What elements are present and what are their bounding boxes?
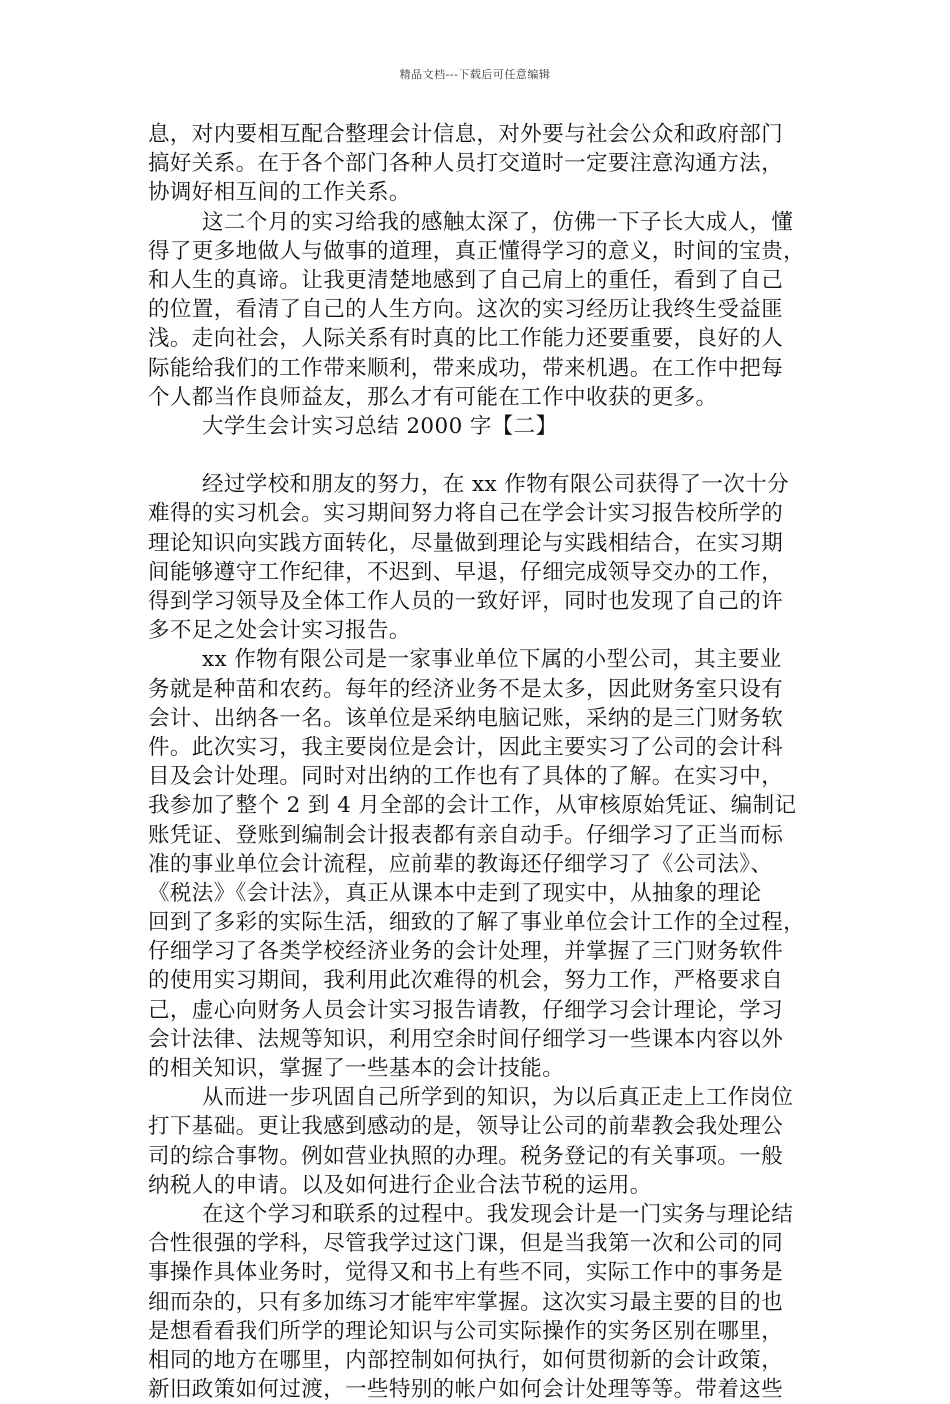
text-line: 在这个学习和联系的过程中。我发现会计是一门实务与理论结	[202, 1201, 794, 1227]
text-line: xx 作物有限公司是一家事业单位下属的小型公司，其主要业	[202, 647, 782, 673]
text-line: 纳税人的申请。以及如何进行企业合法节税的运用。	[148, 1172, 652, 1198]
text-line: 新旧政策如何过渡，一些特别的帐户如何会计处理等等。带着这些	[148, 1377, 784, 1403]
text-line: 打下基础。更让我感到感动的是，领导让公司的前辈教会我处理公	[148, 1114, 784, 1140]
text-line: 细而杂的，只有多加练习才能牢牢掌握。这次实习最主要的目的也	[148, 1289, 784, 1315]
text-line: 协调好相互间的工作关系。	[148, 180, 411, 206]
text-line: 经过学校和朋友的努力，在 xx 作物有限公司获得了一次十分	[202, 472, 790, 498]
text-line: 从而进一步巩固自己所学到的知识，为以后真正走上工作岗位	[202, 1085, 794, 1111]
text-line: 准的事业单位会计流程，应前辈的教诲还仔细学习了《公司法》、	[148, 851, 773, 877]
text-line: 我参加了整个 2 到 4 月全部的会计工作，从审核原始凭证、编制记	[148, 793, 797, 819]
text-line: 己，虚心向财务人员会计实习报告请教，仔细学习会计理论，学习	[148, 997, 784, 1023]
text-line: 理论知识向实践方面转化，尽量做到理论与实践相结合，在实习期	[148, 530, 784, 556]
text-line: 目及会计处理。同时对出纳的工作也有了具体的了解。在实习中，	[148, 764, 784, 790]
text-line: 和人生的真谛。让我更清楚地感到了自己肩上的重任，看到了自己	[148, 267, 784, 293]
text-line: 息，对内要相互配合整理会计信息，对外要与社会公众和政府部门	[148, 122, 784, 147]
text-line: 合性很强的学科，尽管我学过这门课，但是当我第一次和公司的同	[148, 1231, 784, 1257]
text-line: 得了更多地做人与做事的道理，真正懂得学习的意义，时间的宝贵，	[148, 238, 806, 264]
text-line: 间能够遵守工作纪律，不迟到、早退，仔细完成领导交办的工作，	[148, 559, 784, 585]
text-line: 大学生会计实习总结 2000 字【二】	[202, 413, 558, 439]
text-line: 多不足之处会计实习报告。	[148, 618, 411, 644]
text-line: 会计法律、法规等知识，利用空余时间仔细学习一些课本内容以外	[148, 1026, 784, 1052]
page-header: 精品文档---下载后可任意编辑	[399, 68, 551, 81]
text-line: 的位置，看清了自己的人生方向。这次的实习经历让我终生受益匪	[148, 297, 784, 323]
text-line: 际能给我们的工作带来顺利，带来成功，带来机遇。在工作中把每	[148, 355, 784, 381]
text-line: 搞好关系。在于各个部门各种人员打交道时一定要注意沟通方法，	[148, 151, 784, 177]
text-line: 务就是种苗和农药。每年的经济业务不是太多，因此财务室只设有	[148, 676, 784, 702]
text-line: 这二个月的实习给我的感触太深了，仿佛一下子长大成人，懂	[202, 209, 794, 235]
blank-line	[148, 441, 810, 470]
text-line: 个人都当作良师益友，那么才有可能在工作中收获的更多。	[148, 384, 718, 410]
text-line: 事操作具体业务时，觉得又和书上有些不同，实际工作中的事务是	[148, 1260, 784, 1286]
text-line: 浅。走向社会，人际关系有时真的比工作能力还要重要，良好的人	[148, 326, 784, 352]
text-line: 仔细学习了各类学校经济业务的会计处理，并掌握了三门财务软件	[148, 939, 784, 965]
text-line: 得到学习领导及全体工作人员的一致好评，同时也发现了自己的许	[148, 589, 784, 614]
text-line: 回到了多彩的实际生活，细致的了解了事业单位会计工作的全过程，	[148, 910, 806, 936]
document-body	[148, 120, 810, 1404]
text-line: 账凭证、登账到编制会计报表都有亲自动手。仔细学习了正当而标	[148, 822, 784, 848]
text-line: 《税法》《会计法》，真正从课本中走到了现实中，从抽象的理论	[148, 880, 762, 906]
text-line: 件。此次实习，我主要岗位是会计，因此主要实习了公司的会计科	[148, 734, 784, 760]
text-line: 司的综合事物。例如营业执照的办理。税务登记的有关事项。一般	[148, 1143, 784, 1169]
text-line: 会计、出纳各一名。该单位是采纳电脑记账，采纳的是三门财务软	[148, 705, 784, 731]
text-line: 相同的地方在哪里，内部控制如何执行，如何贯彻新的会计政策，	[148, 1347, 784, 1373]
text-line: 难得的实习机会。实习期间努力将自己在学会计实习报告校所学的	[148, 501, 784, 527]
text-line: 的使用实习期间，我利用此次难得的机会，努力工作，严格要求自	[148, 968, 784, 994]
text-line: 是想看看我们所学的理论知识与公司实际操作的实务区别在哪里，	[148, 1318, 784, 1344]
text-line: 的相关知识，掌握了一些基本的会计技能。	[148, 1056, 565, 1081]
